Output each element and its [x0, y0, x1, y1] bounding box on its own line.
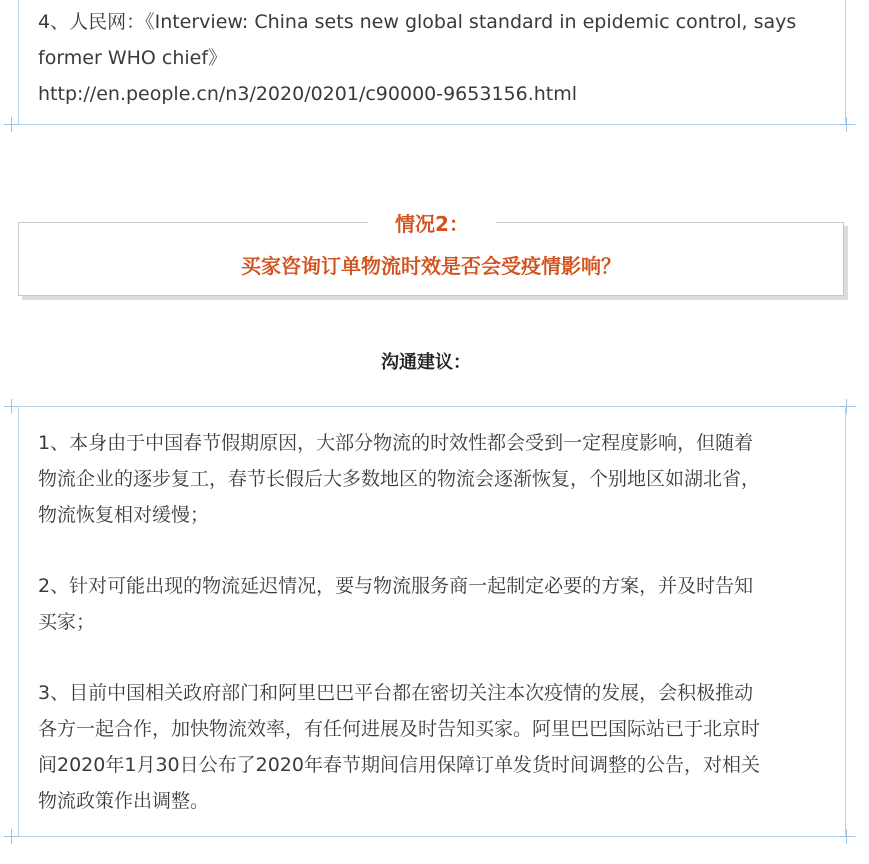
- spacer: [38, 640, 828, 675]
- advice-item-line: 物流恢复相对缓慢；: [38, 504, 210, 526]
- advice-list: [38, 425, 828, 819]
- advice-item-line: 物流企业的逐步复工，春节长假后大多数地区的物流会逐渐恢复，个别地区如湖北省，: [38, 468, 761, 490]
- advice-item-line: 3、目前中国相关政府部门和阿里巴巴平台都在密切关注本次疫情的发展，会积极推动: [38, 682, 754, 704]
- advice-item: [38, 425, 828, 533]
- corner-cross-icon: [4, 117, 19, 132]
- advice-item: [38, 675, 828, 819]
- advice-item-line: 1、本身由于中国春节假期原因，大部分物流的时效性都会受到一定程度影响，但随着: [38, 432, 754, 454]
- reference-item-title-line2: former WHO chief》: [38, 47, 228, 69]
- reference-url: http://en.people.cn/n3/2020/0201/c90000-9653156.html: [38, 83, 578, 105]
- reference-block: [38, 4, 828, 112]
- reference-item-title-line1: 4、人民网：《Interview: China sets new global standard in epidemic control, says: [38, 11, 797, 33]
- corner-cross-icon: [4, 829, 19, 844]
- reference-frame-bottom-line: [10, 124, 856, 125]
- corner-cross-icon: [839, 829, 854, 844]
- advice-heading: 沟通建议：: [381, 352, 471, 373]
- advice-frame-bottom-line: [10, 836, 856, 837]
- advice-item-line: 买家；: [38, 611, 96, 633]
- spacer: [38, 533, 828, 568]
- advice-item-line: 物流政策作出调整。: [38, 790, 210, 812]
- corner-cross-icon: [4, 399, 19, 414]
- situation-title: 情况2：: [368, 208, 496, 240]
- situation-question: 买家咨询订单物流时效是否会受疫情影响？: [241, 254, 621, 278]
- advice-item-line: 2、针对可能出现的物流延迟情况，要与物流服务商一起制定必要的方案，并及时告知: [38, 575, 754, 597]
- advice-item: [38, 568, 828, 640]
- corner-cross-icon: [839, 117, 854, 132]
- advice-item-line: 各方一起合作，加快物流效率，有任何进展及时告知买家。阿里巴巴国际站已于北京时: [38, 718, 761, 740]
- advice-item-line: 间2020年1月30日公布了2020年春节期间信用保障订单发货时间调整的公告，对相关: [38, 754, 760, 776]
